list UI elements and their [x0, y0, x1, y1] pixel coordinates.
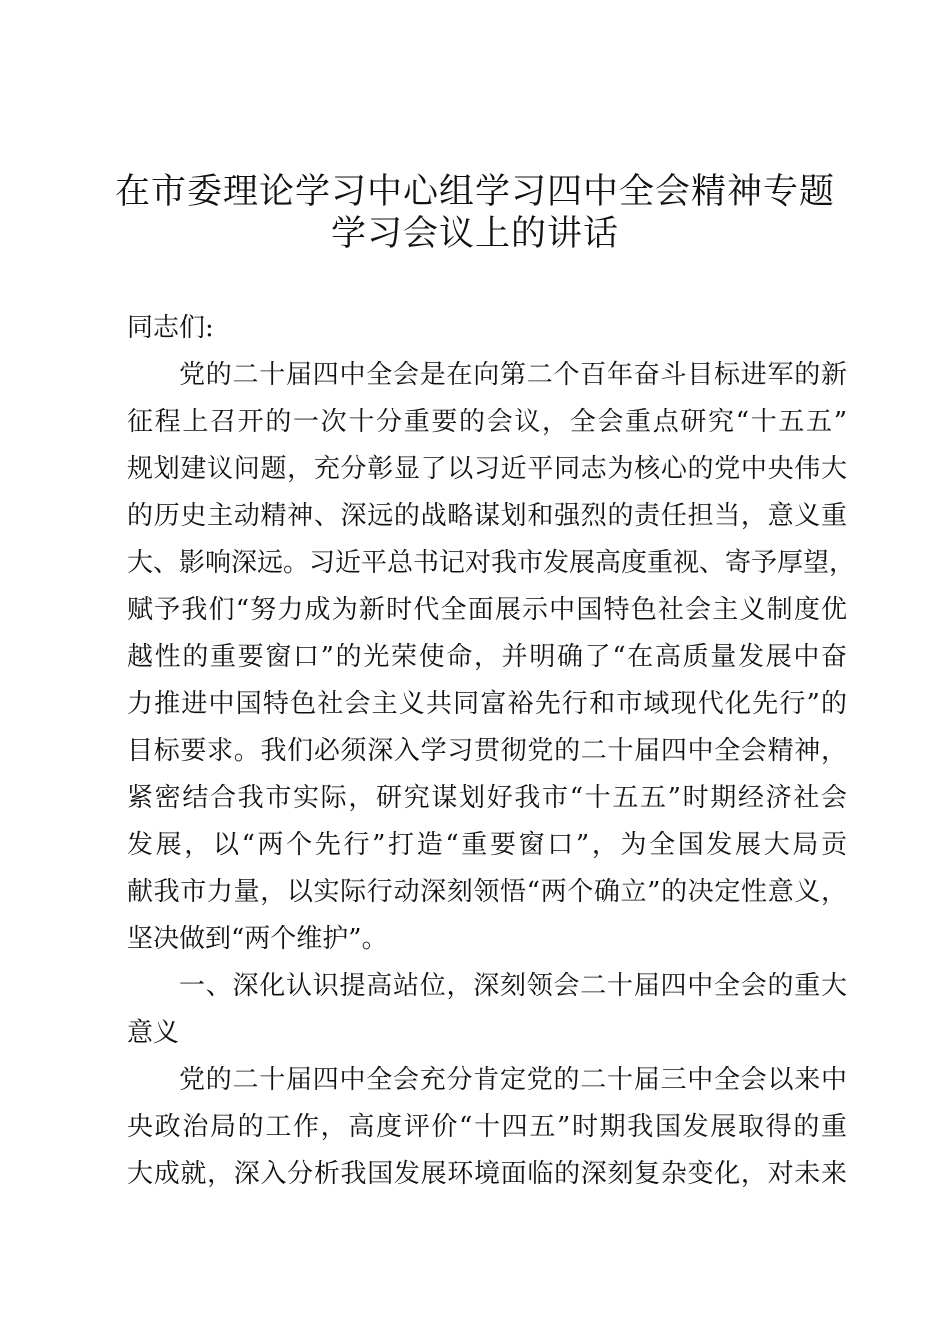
body-line: 力推进中国特色社会主义共同富裕先行和市域现代化先行”的: [127, 689, 847, 719]
body-line: 的历史主动精神、深远的战略谋划和强烈的责任担当，意义重: [127, 501, 847, 531]
section-heading-continued: 意义: [127, 1018, 180, 1048]
document-title-line-2: 学习会议上的讲话: [330, 214, 619, 254]
body-line: 发展，以“两个先行”打造“重要窗口”，为全国发展大局贡: [127, 830, 847, 860]
body-line: 越性的重要窗口”的光荣使命，并明确了“在高质量发展中奋: [127, 642, 847, 672]
body-line: 赋予我们“努力成为新时代全面展示中国特色社会主义制度优: [127, 595, 847, 625]
body-line: 献我市力量，以实际行动深刻领悟“两个确立”的决定性意义，: [127, 877, 847, 907]
body-line: 大成就，深入分析我国发展环境面临的深刻复杂变化，对未来: [127, 1159, 847, 1189]
body-line: 央政治局的工作，高度评价“十四五”时期我国发展取得的重: [127, 1112, 847, 1142]
body-line: 紧密结合我市实际，研究谋划好我市“十五五”时期经济社会: [127, 783, 847, 813]
section-heading: 一、深化认识提高站位，深刻领会二十届四中全会的重大: [179, 971, 847, 1001]
body-line: 坚决做到“两个维护”。: [127, 924, 388, 954]
body-line: 党的二十届四中全会是在向第二个百年奋斗目标进军的新: [179, 360, 847, 390]
salutation: 同志们:: [127, 313, 214, 343]
body-line: 大、影响深远。习近平总书记对我市发展高度重视、寄予厚望，: [127, 548, 856, 578]
body-line: 目标要求。我们必须深入学习贯彻党的二十届四中全会精神，: [127, 736, 847, 766]
body-line: 征程上召开的一次十分重要的会议，全会重点研究“十五五”: [127, 407, 847, 437]
body-line: 规划建议问题，充分彰显了以习近平同志为核心的党中央伟大: [127, 454, 847, 484]
document-title-line-1: 在市委理论学习中心组学习四中全会精神专题: [114, 172, 835, 212]
body-line: 党的二十届四中全会充分肯定党的二十届三中全会以来中: [179, 1065, 847, 1095]
